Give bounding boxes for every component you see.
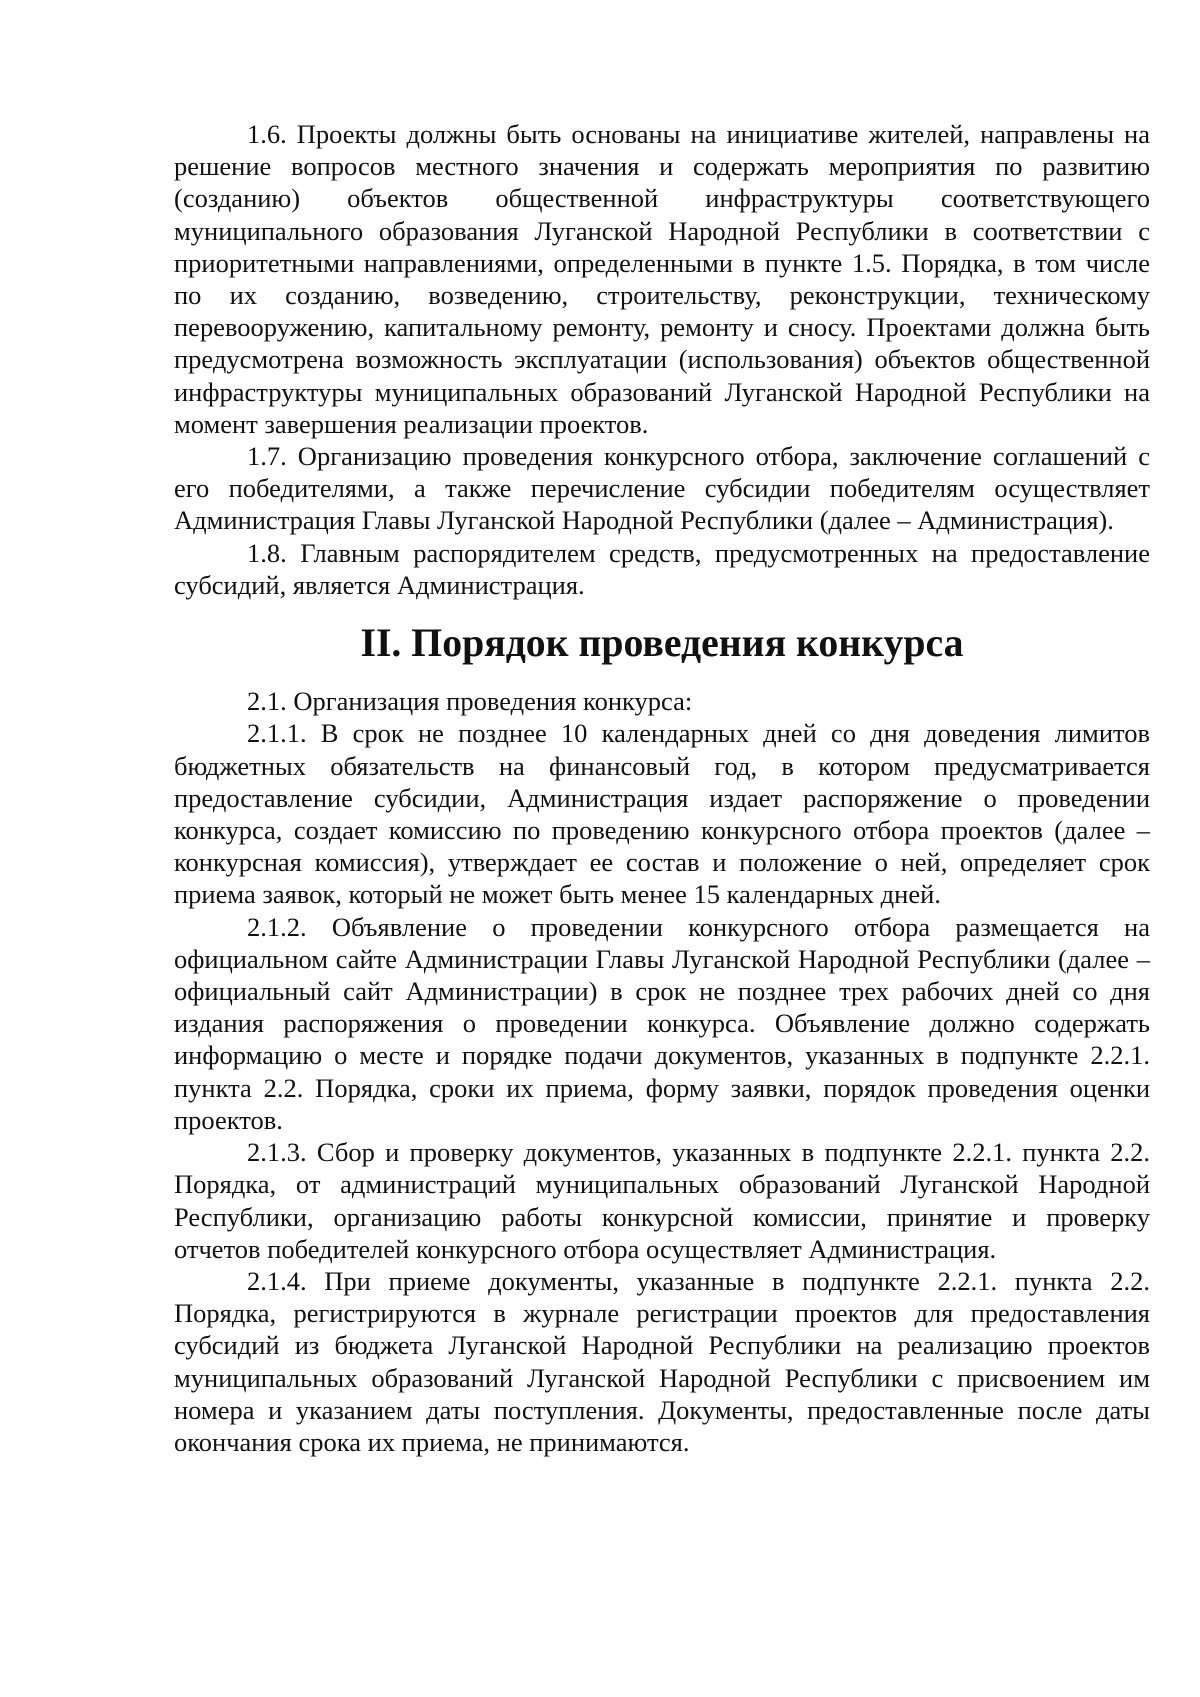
paragraph-2-1-1: 2.1.1. В срок не позднее 10 календарных дней со дня доведения лимитов бюджетных обязательств на финансовый год, в котором предусматривается предоставление субсидии, Администрация издает распоряжение о проведении конкурса, создает комиссию по проведению конкурсного отбора проектов (далее – конкурсная комиссия), утверждает ее состав и положение о ней, определяет срок приема заявок, который не может быть менее 15 календарных дней. bbox=[174, 718, 1150, 910]
section-heading: II. Порядок проведения конкурса bbox=[360, 621, 964, 666]
paragraph-2-1-4: 2.1.4. При приеме документы, указанные в подпункте 2.2.1. пункта 2.2. Порядка, регистрируются в журнале регистрации проектов для предоставления субсидий из бюджета Луганской Народной Республики на реализацию проектов муниципальных образований Луганской Народной Республики с присвоением им номера и указанием даты поступления. Документы, предоставленные после даты окончания срока их приема, не принимаются. bbox=[174, 1265, 1150, 1457]
paragraph-1-7: 1.7. Организацию проведения конкурсного отбора, заключение соглашений с его победителями, а также перечисление субсидии победителям осуществляет Администрация Главы Луганской Народной Республики (далее – Администрация). bbox=[174, 441, 1150, 536]
paragraph-2-1-2: 2.1.2. Объявление о проведении конкурсного отбора размещается на официальном сайте Администрации Главы Луганской Народной Республики (далее – официальный сайт Администрации) в срок не позднее трех рабочих дней со дня издания распоряжения о проведении конкурса. Объявление должно содержать информацию о месте и порядке подачи документов, указанных в подпункте 2.2.1. пункта 2.2. Порядка, сроки их приема, форму заявки, порядок проведения оценки проектов. bbox=[174, 911, 1150, 1135]
paragraph-1-6: 1.6. Проекты должны быть основаны на инициативе жителей, направлены на решение вопросов местного значения и содержать мероприятия по развитию (созданию) объектов общественной инфраструктуры соответствующего муниципального образования Луганской Народной Республики в соответствии с приоритетными направлениями, определенными в пункте 1.5. Порядка, в том числе по их созданию, возведению, строительству, реконструкции, техническому перевооружению, капитальному ремонту, ремонту и сносу. Проектами должна быть предусмотрена возможность эксплуатации (использования) объектов общественной инфраструктуры муниципальных образований Луганской Народной Республики на момент завершения реализации проектов. bbox=[174, 119, 1150, 439]
paragraph-1-8: 1.8. Главным распорядителем средств, предусмотренных на предоставление субсидий, является Администрация. bbox=[174, 537, 1150, 600]
paragraph-2-1: 2.1. Организация проведения конкурса: bbox=[247, 686, 693, 717]
document-page bbox=[174, 118, 1150, 1458]
paragraph-2-1-3: 2.1.3. Сбор и проверку документов, указанных в подпункте 2.2.1. пункта 2.2. Порядка, от администраций муниципальных образований Луганской Народной Республики, организацию работы конкурсной комиссии, принятие и проверку отчетов победителей конкурсного отбора осуществляет Администрация. bbox=[174, 1137, 1150, 1264]
